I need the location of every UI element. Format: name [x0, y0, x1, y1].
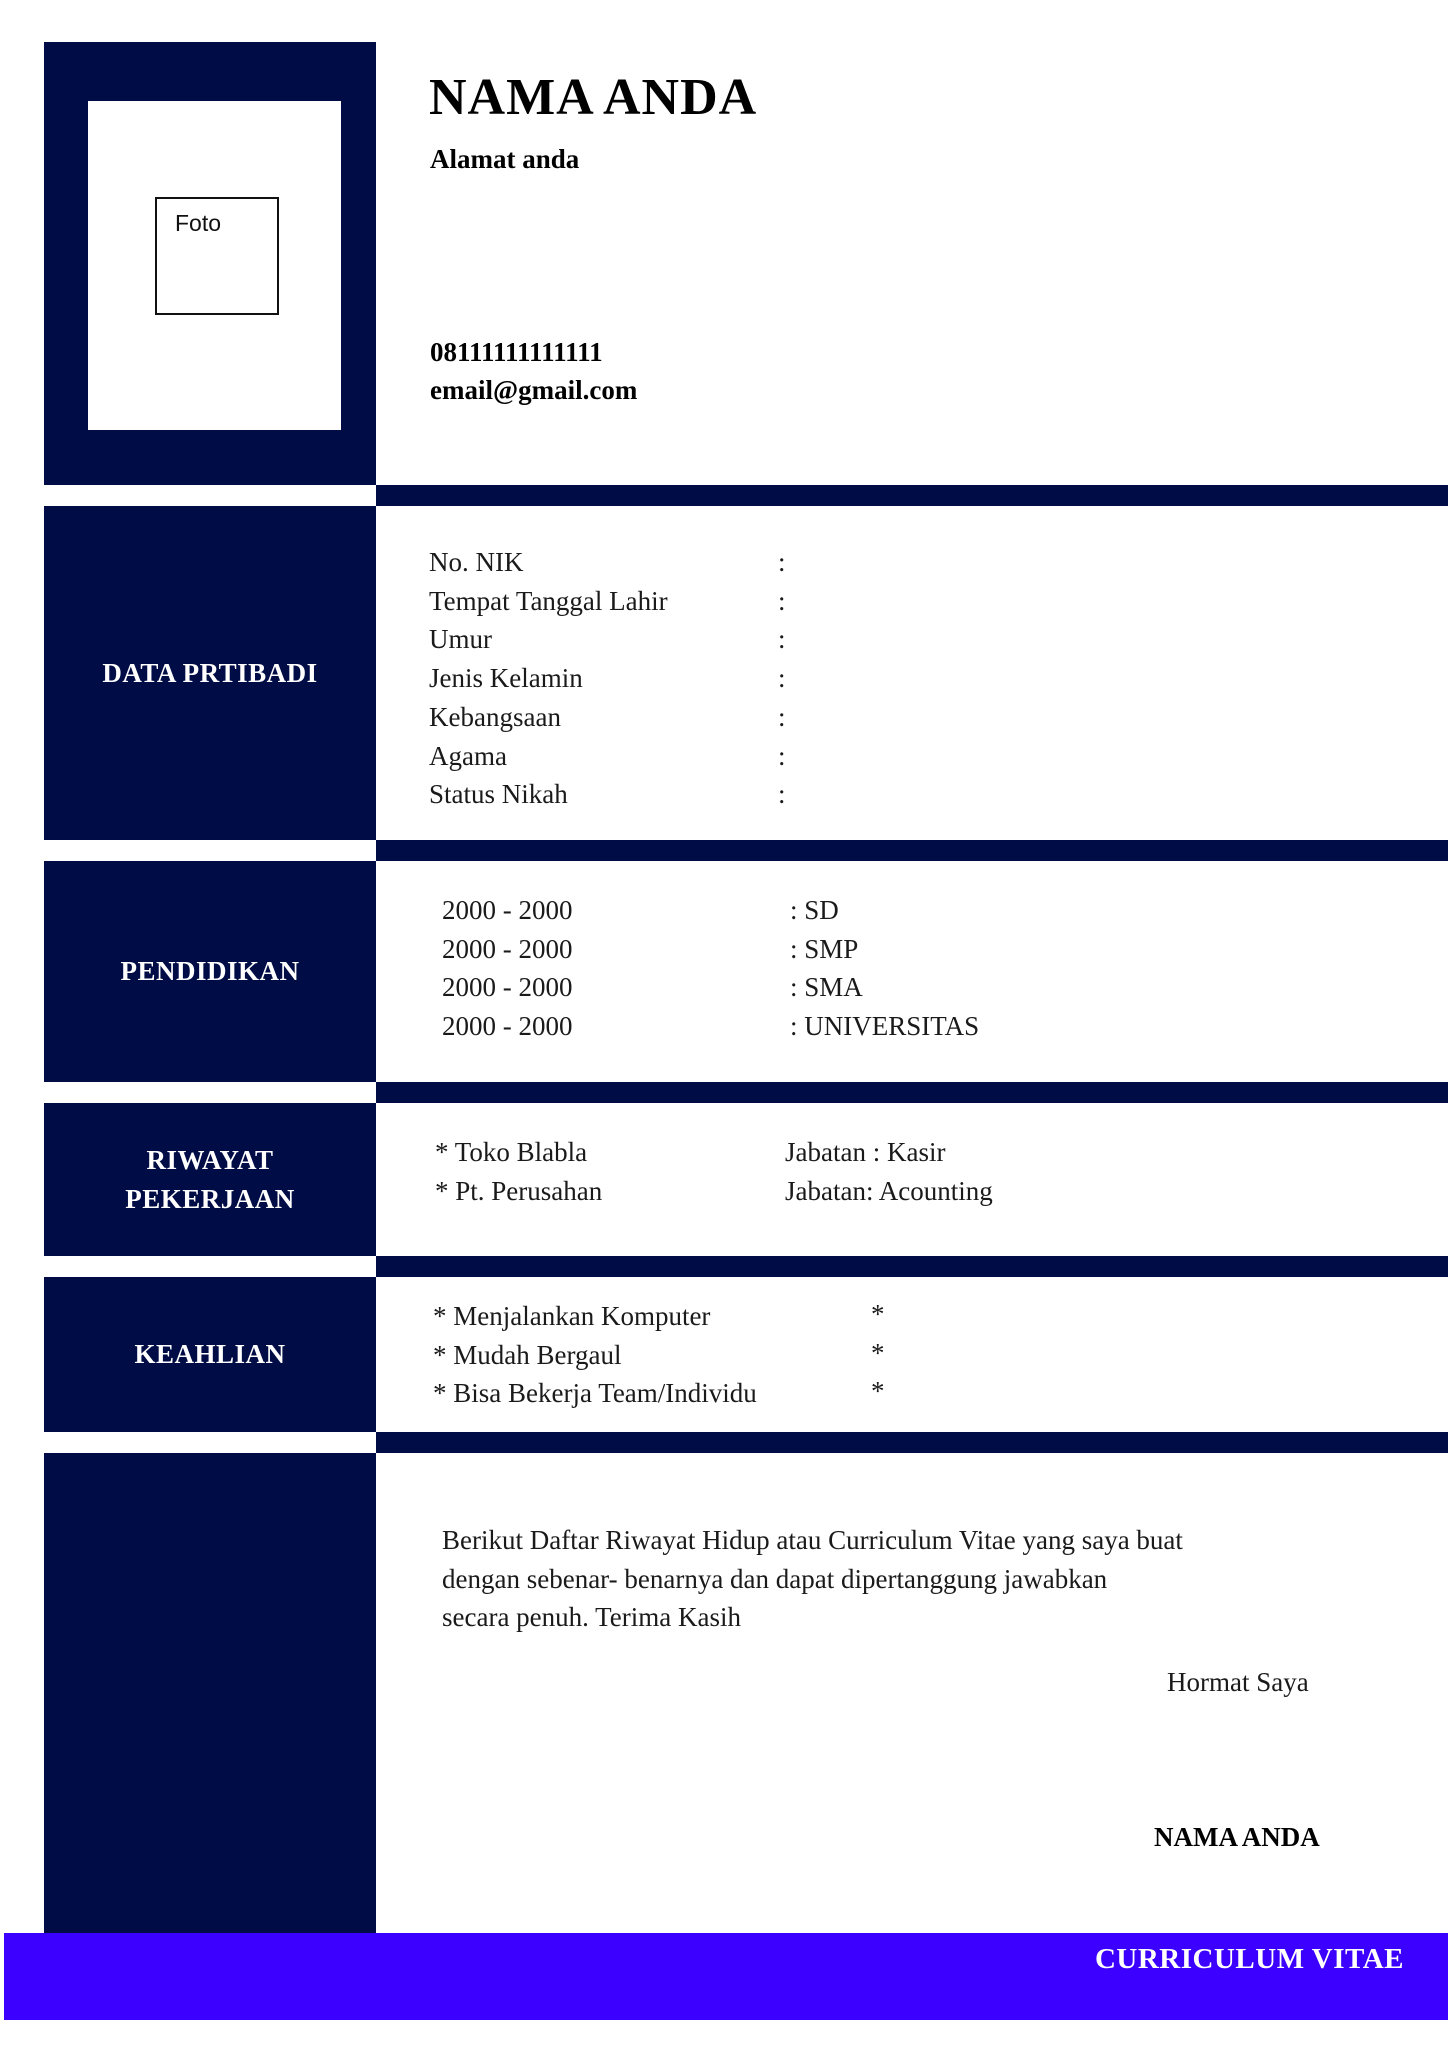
skill-item: * Mudah Bergaul — [433, 1339, 622, 1370]
personal-sep: : — [778, 701, 786, 732]
skill-extra-item: * — [871, 1376, 885, 1407]
closing-side-panel — [44, 1453, 376, 1933]
education-years — [442, 891, 573, 1046]
personal-sep: : — [778, 547, 786, 577]
personal-label-nationality: Kebangsaan — [429, 701, 561, 732]
personal-label-marital: Status Nikah — [429, 779, 568, 810]
section-work-title-line2: PEKERJAAN — [125, 1183, 295, 1214]
personal-label-age: Umur — [429, 624, 492, 655]
work-position: Jabatan : Kasir — [785, 1137, 946, 1167]
phone-number: 08111111111111 — [430, 337, 603, 367]
section-skills-label — [44, 1277, 376, 1432]
separator-band — [376, 485, 1448, 506]
closing-statement — [442, 1521, 1183, 1637]
address: Alamat anda — [430, 144, 580, 174]
separator-band — [376, 840, 1448, 861]
section-personal-label — [44, 506, 376, 840]
section-personal-title: DATA PRTIBADI — [102, 657, 318, 688]
skills-list — [433, 1297, 757, 1413]
personal-sep: : — [778, 779, 786, 810]
separator-band — [376, 1256, 1448, 1277]
personal-label-gender: Jenis Kelamin — [429, 663, 583, 694]
education-years-item: 2000 - 2000 — [442, 972, 573, 1003]
skill-extra-item: * — [871, 1299, 885, 1329]
regards-text: Hormat Saya — [1167, 1667, 1309, 1697]
education-level-item: : UNIVERSITAS — [790, 1011, 980, 1042]
personal-label-birth: Tempat Tanggal Lahir — [429, 585, 668, 616]
name-title: NAMA ANDA — [429, 69, 758, 126]
separator-band — [376, 1082, 1448, 1103]
document-title: CURRICULUM VITAE — [1094, 1943, 1404, 1975]
signature-name: NAMA ANDA — [1154, 1822, 1320, 1852]
section-work-title-line1: RIWAYAT — [146, 1144, 274, 1175]
personal-sep: : — [778, 663, 786, 694]
personal-separators — [778, 543, 786, 814]
work-company: * Toko Blabla — [435, 1137, 588, 1167]
education-level-item: : SMA — [790, 972, 863, 1003]
personal-label-religion: Agama — [429, 740, 507, 771]
education-levels — [790, 891, 979, 1046]
personal-sep: : — [778, 624, 786, 655]
photo-label: Foto — [175, 210, 222, 236]
closing-line: secara penuh. Terima Kasih — [442, 1602, 741, 1633]
section-skills-title: KEAHLIAN — [134, 1339, 286, 1369]
closing-line: Berikut Daftar Riwayat Hidup atau Curriculum Vitae yang saya buat — [442, 1525, 1183, 1555]
education-level-item: : SD — [790, 895, 839, 925]
separator-band — [376, 1432, 1448, 1453]
skills-extra-list — [871, 1295, 885, 1411]
skill-extra-item: * — [871, 1337, 885, 1368]
work-position: Jabatan: Acounting — [785, 1175, 993, 1206]
personal-sep: : — [778, 585, 786, 616]
work-company: * Pt. Perusahan — [435, 1175, 603, 1206]
work-positions — [785, 1133, 993, 1210]
personal-label-nik: No. NIK — [429, 547, 524, 577]
education-level-item: : SMP — [790, 933, 859, 964]
education-years-item: 2000 - 2000 — [442, 1011, 573, 1042]
skill-item: * Menjalankan Komputer — [433, 1301, 711, 1331]
education-years-item: 2000 - 2000 — [442, 933, 573, 964]
closing-line: dengan sebenar- benarnya dan dapat dipertanggung jawabkan — [442, 1563, 1108, 1594]
personal-labels — [429, 543, 668, 814]
email-address: email@gmail.com — [430, 375, 638, 405]
personal-sep: : — [778, 740, 786, 771]
section-work-label — [44, 1103, 376, 1256]
skill-item: * Bisa Bekerja Team/Individu — [433, 1378, 757, 1409]
education-years-item: 2000 - 2000 — [442, 895, 573, 925]
section-education-label — [44, 861, 376, 1082]
work-companies — [435, 1133, 602, 1210]
section-education-title: PENDIDIKAN — [120, 956, 300, 986]
